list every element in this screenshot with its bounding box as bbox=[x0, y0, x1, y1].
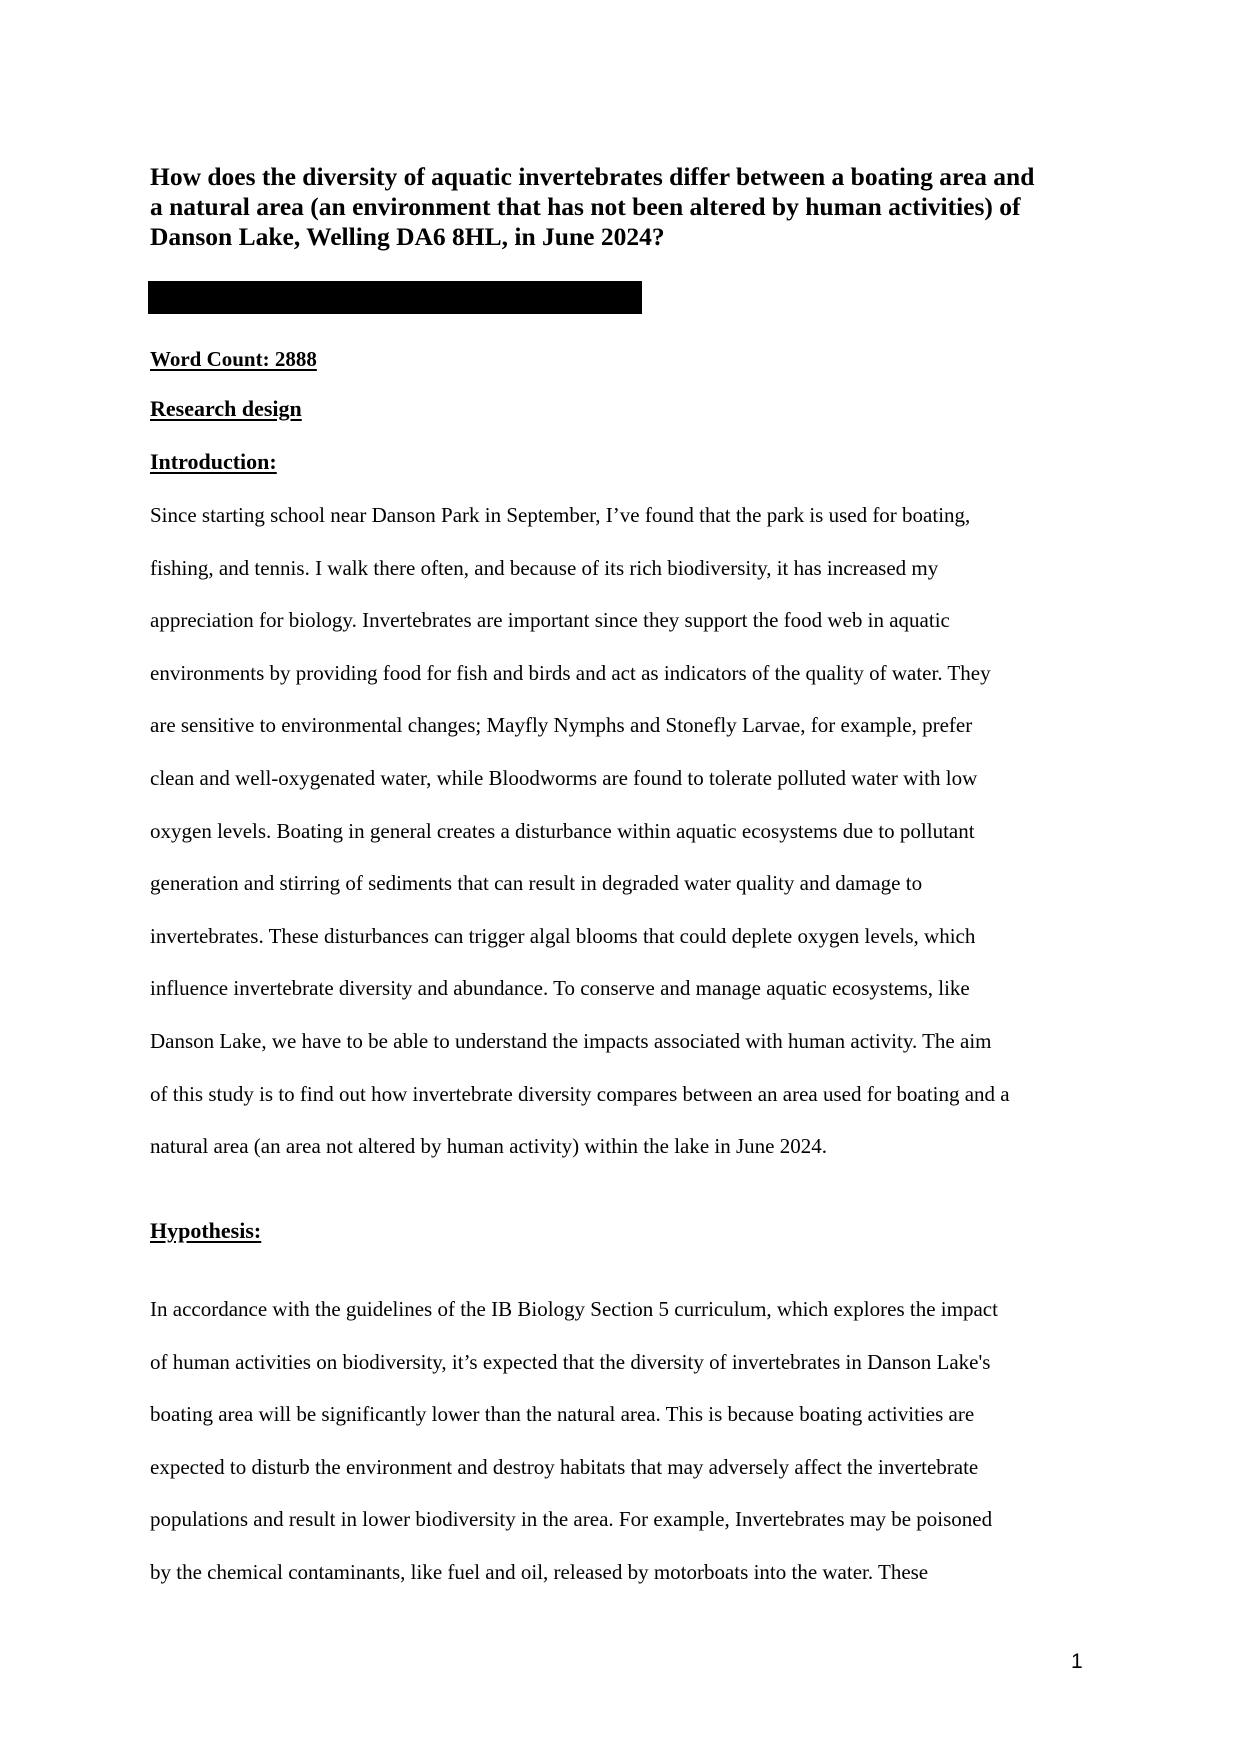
word-count: Word Count: 2888 bbox=[150, 347, 317, 371]
text-line: boating area will be significantly lower than the natural area. This is because boating activities are bbox=[150, 1402, 975, 1427]
text-line: of human activities on biodiversity, it’s expected that the diversity of invertebrates in Danson Lake's bbox=[150, 1349, 991, 1374]
document-title bbox=[150, 162, 1110, 252]
title-line: a natural area (an environment that has not been altered by human activities) of bbox=[150, 192, 1021, 221]
text-line: expected to disturb the environment and destroy habitats that may adversely affect the invertebrate bbox=[150, 1454, 979, 1479]
text-line: generation and stirring of sediments that can result in degraded water quality and damage to bbox=[150, 871, 923, 896]
page-number: 1 bbox=[1071, 1650, 1083, 1673]
text-line: influence invertebrate diversity and abundance. To conserve and manage aquatic ecosystems, like bbox=[150, 976, 970, 1001]
title-line: Danson Lake, Welling DA6 8HL, in June 2024? bbox=[150, 222, 665, 251]
text-line: fishing, and tennis. I walk there often, and because of its rich biodiversity, it has increased my bbox=[150, 555, 939, 580]
section-heading-research-design: Research design bbox=[150, 396, 302, 421]
section-heading-introduction: Introduction: bbox=[150, 449, 277, 474]
text-line: natural area (an area not altered by human activity) within the lake in June 2024. bbox=[150, 1134, 827, 1159]
text-line: invertebrates. These disturbances can trigger algal blooms that could deplete oxygen levels, which bbox=[150, 923, 976, 948]
text-line: Danson Lake, we have to be able to understand the impacts associated with human activity. The aim bbox=[150, 1028, 992, 1053]
text-line: oxygen levels. Boating in general creates a disturbance within aquatic ecosystems due to pollutant bbox=[150, 818, 975, 843]
introduction-paragraph bbox=[150, 502, 1130, 1186]
text-line: populations and result in lower biodiversity in the area. For example, Invertebrates may be poisoned bbox=[150, 1507, 993, 1532]
text-line: are sensitive to environmental changes; Mayfly Nymphs and Stonefly Larvae, for example, prefer bbox=[150, 713, 973, 738]
hypothesis-paragraph bbox=[150, 1296, 1130, 1612]
title-line: How does the diversity of aquatic invertebrates differ between a boating area and bbox=[150, 162, 1035, 191]
text-line: In accordance with the guidelines of the IB Biology Section 5 curriculum, which explores the impact bbox=[150, 1297, 998, 1321]
text-line: Since starting school near Danson Park in September, I’ve found that the park is used for boating, bbox=[150, 503, 971, 527]
text-line: environments by providing food for fish and birds and act as indicators of the quality of water. They bbox=[150, 660, 991, 685]
text-line: of this study is to find out how invertebrate diversity compares between an area used for boating and a bbox=[150, 1081, 1010, 1106]
text-line: appreciation for biology. Invertebrates are important since they support the food web in aquatic bbox=[150, 608, 950, 633]
text-line: clean and well-oxygenated water, while Bloodworms are found to tolerate polluted water with low bbox=[150, 765, 978, 790]
text-line: by the chemical contaminants, like fuel and oil, released by motorboats into the water. These bbox=[150, 1559, 929, 1584]
section-heading-hypothesis: Hypothesis: bbox=[150, 1218, 262, 1243]
redacted-author-block bbox=[148, 281, 642, 314]
